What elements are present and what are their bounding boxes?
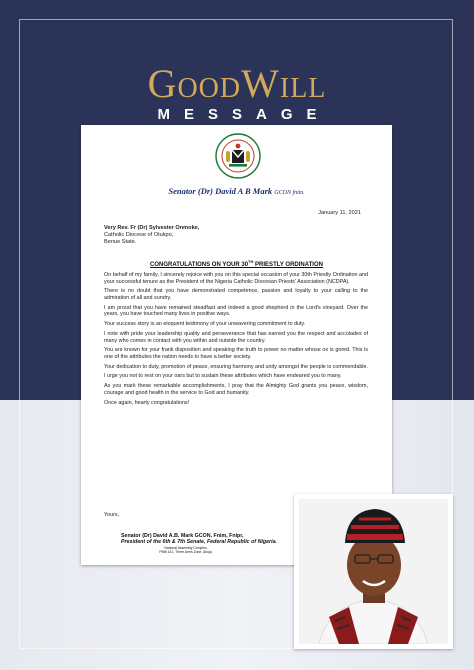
recipient-line: Benue State. (104, 239, 137, 245)
body-paragraph: I am proud that you have remained steadfast and indeed a good shepherd in the Lord's vineyard. Over the years, you have touched many lives in positive ways. (104, 304, 368, 318)
recipient-address (104, 225, 199, 246)
subject-superscript: TH (248, 259, 254, 264)
letter-date: January 11, 2021 (318, 210, 361, 216)
signature-title: President of the 6th & 7th Senate, Federal Republic of Nigeria. (121, 539, 277, 546)
letter-subject (81, 259, 392, 268)
recipient-line: Catholic Diocese of Otukpo, (104, 232, 174, 238)
portrait-photo (294, 494, 453, 649)
body-paragraph: Once again, hearty congratulations! (104, 399, 190, 406)
body-paragraph: You are known for your frank disposition and speaking the truth to power no matter whose ox is gored. This is one of the attributes the nation needs to have a better society. (104, 347, 368, 360)
signature-address: National Assembly Complex, (164, 545, 208, 550)
signature-name: Senator (Dr) David A.B. Mark GCON, Fnim, Fnipr, (121, 533, 244, 539)
banner-title: GoodWill (147, 61, 327, 106)
signature-block (121, 533, 321, 555)
recipient-name: Very Rev. Fr (Dr) Sylvester Onmoke, (104, 225, 200, 231)
subject-suffix: PRIESTLY ORDINATION (253, 262, 323, 268)
body-paragraph: There is no doubt that you have demonstrated competence, passion and loyalty to your calling to the admiration of all and sundry. (104, 288, 368, 301)
sender-honours: GCON fnim. (274, 190, 305, 196)
banner-subtitle: MESSAGE (157, 106, 331, 123)
body-paragraph: I note with pride your leadership quality and perseverance that has earned you the respect and accolades of many who comes in contact with you within and outside the country. (104, 330, 368, 344)
body-paragraph: As you mark these remarkable accomplishments, I pray that the Almighty God grants you peace, wisdom, courage and good health in the service to God and humanity. (104, 383, 368, 396)
coat-of-arms-seal-icon (215, 133, 261, 179)
subject-prefix: CONGRATULATIONS ON YOUR 30 (150, 262, 249, 268)
body-paragraph: On behalf of my family, I sincerely rejoice with you on this special occasion of your 30th Priestly Ordination and your successful tenure as the President of the Nigeria Catholic Diocesan Priests' Association (NCDPA). (104, 272, 368, 285)
sender-name-text: Senator (Dr) David A B Mark (168, 186, 273, 196)
signature-address: PMB 141, Three Arms Zone, Abuja. (159, 550, 213, 555)
body-paragraph: Your success story is an eloquent testimony of your unwavering commitment to duty. (104, 321, 306, 328)
letter-body (104, 272, 368, 409)
sender-name (81, 186, 392, 196)
letter-closing: Yours, (104, 512, 120, 518)
portrait-image (299, 499, 448, 644)
body-paragraph: Your dedication to duty, promotion of peace, ensuring harmony and unity amongst the people is commendable. (104, 363, 369, 370)
body-paragraph: I urge you not to rest on your oars but to sustain these attributes which have endeared you to many. (104, 373, 342, 380)
